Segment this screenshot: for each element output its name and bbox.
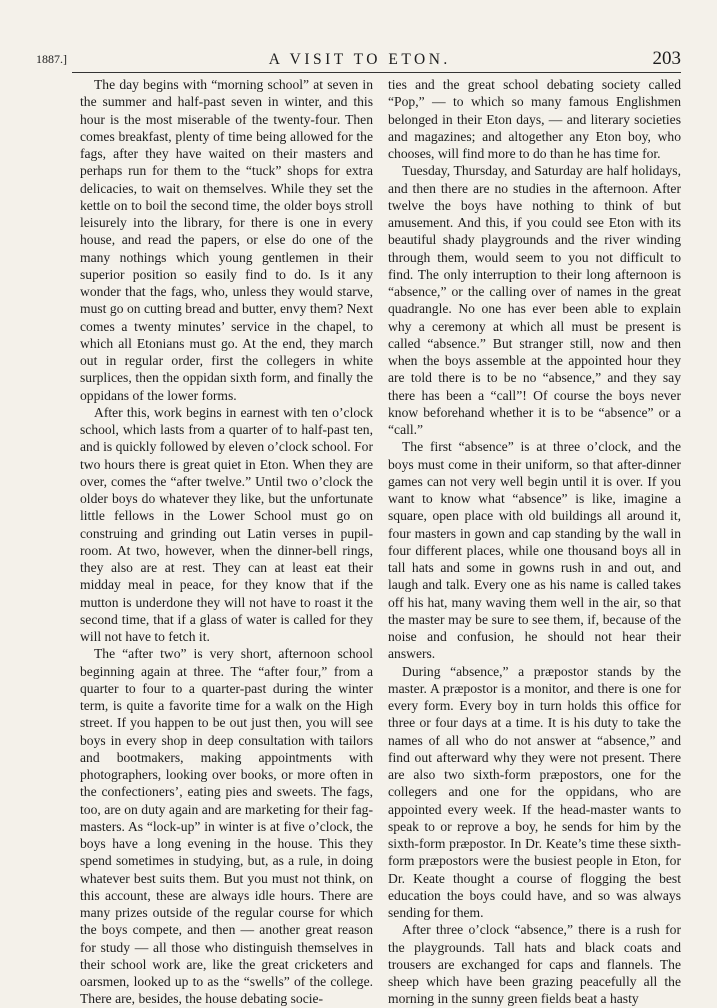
running-title: A VISIT TO ETON. xyxy=(268,51,451,68)
header-rule xyxy=(72,72,681,73)
paragraph: During “absence,” a præpostor stands by the master. A præpostor is a monitor, and there is one for every form. Every boy in turn holds this office for three or four days at a time. It is his duty to take the names of all who do not answer at “absence,” and find out afterward why they were not present. There are also two sixth-form præpostors, one for the collegers and one for the oppidans, who are appointed every week. If the head-master wants to speak to or reprove a boy, he sends for him by the sixth-form præpostor. In Dr. Keate’s time these sixth-form præpostors were the busiest people in Eton, for Dr. Keate thought a course of flogging the best education the boys could have, and so was always sending for them. xyxy=(388,663,681,920)
issue-year: 1887.] xyxy=(36,52,67,66)
paragraph: After this, work begins in earnest with ten o’clock school, which lasts from a quarter of to half-past ten, and is quickly followed by eleven o’clock school. For two hours there is great quiet in Eton. When they are over, comes the “after twelve.” Until two o’clock the older boys do whatever they like, but the unfortunate little fellows in the Lower School must go on construing and grinding out Latin verses in pupil-room. At two, however, when the dinner-bell rings, they also are at rest. They can at least eat their midday meal in peace, for they know that if the mutton is underdone they will not have to roast it the second time, that if a glass of water is called for they will not have to fetch it. xyxy=(80,404,373,644)
left-column xyxy=(80,76,373,1007)
paragraph-continued: ties and the great school debating society called “Pop,” — to which so many famous Englishmen belonged in their Eton days, — and literary societies and magazines; and altogether any Eton boy, who chooses, will find more to do than he has time for. xyxy=(388,77,681,161)
running-header xyxy=(36,40,681,70)
paragraph: After three o’clock “absence,” there is a rush for the playgrounds. Tall hats and black coats and trousers are exchanged for caps and flannels. The sheep which have been grazing peacefully all the morning in the sunny green fields beat a hasty xyxy=(388,922,681,1007)
paragraph: The day begins with “morning school” at seven in the summer and half-past seven in winter, and this hour is the most miserable of the twenty-four. Then comes breakfast, plenty of time being allowed for the fags, after they have waited on their masters and perhaps run for them to the “tuck” shops for extra delicacies, to wait on themselves. While they set the kettle on to boil the second time, the older boys stroll leisurely into the library, for there is one in every house, and read the papers, or else do one of the many nothings which young gentlemen in their superior position so easily find to do. Is it any wonder that the fags, who, unless they would starve, must go on cutting bread and butter, envy them? Next comes a twenty minutes’ service in the chapel, to which all Etonians must go. At the end, they march out in regular order, first the collegers in white surplices, then the oppidan sixth form, and finally the oppidans of the lower forms. xyxy=(80,77,373,403)
article-body xyxy=(80,76,681,1007)
page-number: 203 xyxy=(652,48,681,69)
right-column xyxy=(388,76,681,1007)
paragraph: The “after two” is very short, afternoon school beginning again at three. The “after four,” from a quarter to four to a quarter-past during the winter term, is quite a favorite time for a walk on the High street. If you happen to be out just then, you will see boys in every shop in deep consultation with tailors and bootmakers, making appointments with photographers, looking over books, or more often in the confectioners’, eating pies and sweets. The fags, too, are on duty again and are marketing for their fag-masters. As “lock-up” in winter is at five o’clock, the boys have a long evening in the house. This they spend sometimes in studying, but, as a rule, in doing whatever best suits them. But you must not think, on this account, these are always idle hours. There are many prizes outside of the regular course for which the boys compete, and then — another great reason for study — all those who distinguish themselves in their school work are, like the great cricketers and oarsmen, looked up to as the “swells” of the college. There are, besides, the house debating socie- xyxy=(80,646,373,1007)
paragraph: Tuesday, Thursday, and Saturday are half holidays, and then there are no studies in the afternoon. After twelve the boys have nothing to think of but amusement. And this, if you could see Eton with its beautiful shady playgrounds and the river winding through them, would seem to you not difficult to find. The only interruption to their long afternoon is “absence,” or the calling over of names in the great quadrangle. No one has ever been able to explain why a ceremony at which all must be present is called “absence.” But stranger still, now and then when the boys assemble at the appointed hour they are told there is to be no “absence,” and they say there has been a “call”! Of course the boys never know beforehand whether it is to be “absence” or a “call.” xyxy=(388,163,681,437)
paragraph: The first “absence” is at three o’clock, and the boys must come in their uniform, so that after-dinner games can not very well begin until it is over. If you want to know what “absence” is like, imagine a square, open place with old buildings all around it, four masters in gown and cap standing by the wall in four different places, while one thousand boys all in tall hats and some in gowns rush in and out, and laugh and talk. Every one as his name is called takes off his hat, many waving them well in the air, so that the master may be sure to see them, if, because of the noise and confusion, he should not hear their answers. xyxy=(388,439,681,662)
